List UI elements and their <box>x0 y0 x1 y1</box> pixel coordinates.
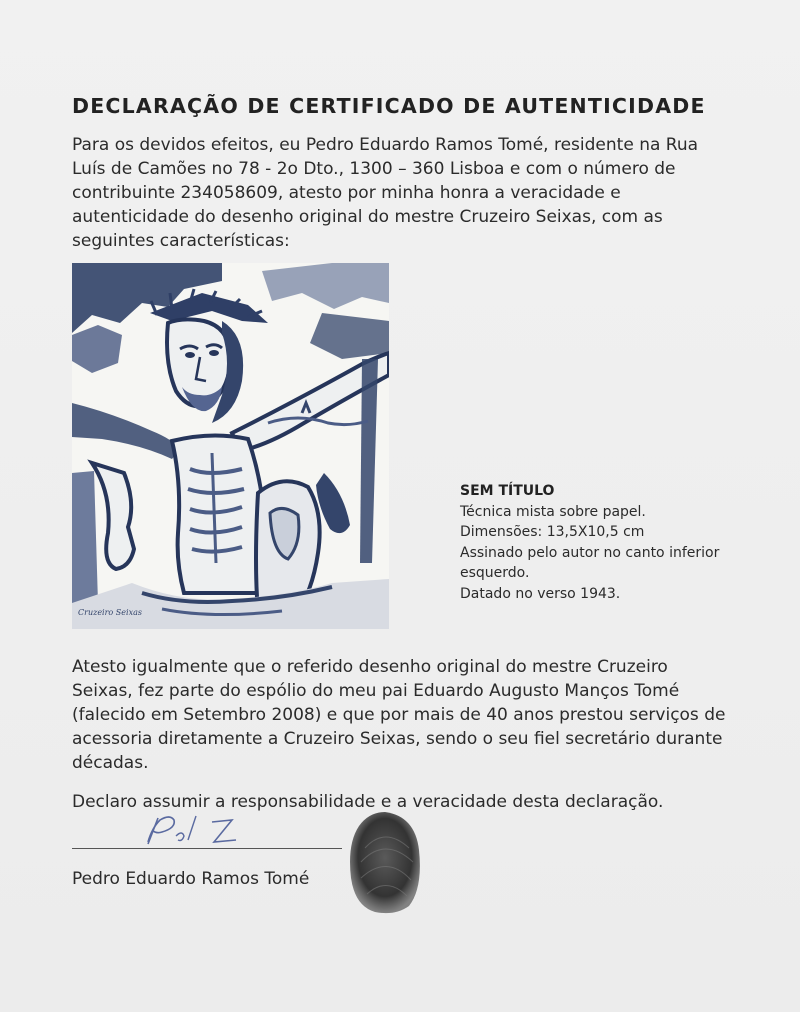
provenance-paragraph <box>72 655 752 775</box>
signature-line <box>72 848 342 849</box>
artwork-caption <box>460 481 760 604</box>
intro-line: Luís de Camões no 78 - 2o Dto., 1300 – 360 Lisboa e com o número de <box>72 159 676 179</box>
artwork-drawing <box>72 263 389 629</box>
handwritten-signature <box>72 812 352 857</box>
artist-signature: Cruzeiro Seixas <box>78 608 142 617</box>
provenance-line: Atesto igualmente que o referido desenho original do mestre Cruzeiro <box>72 657 668 677</box>
provenance-line: Seixas, fez parte do espólio do meu pai Eduardo Augusto Manços Tomé <box>72 681 680 701</box>
artwork-detail: Dimensões: 13,5X10,5 cm <box>460 524 645 540</box>
thumbprint-icon <box>345 808 425 916</box>
artwork-detail: Assinado pelo autor no canto inferior <box>460 544 720 561</box>
intro-line: contribuinte 234058609, atesto por minha honra a veracidade e <box>72 183 621 203</box>
intro-paragraph <box>72 133 740 253</box>
document-title: DECLARAÇÃO DE CERTIFICADO DE AUTENTICIDADE <box>72 94 706 118</box>
provenance-line: décadas. <box>72 753 149 773</box>
artwork-detail: Técnica mista sobre papel. <box>460 503 646 520</box>
closing-statement: Declaro assumir a responsabilidade e a veracidade desta declaração. <box>72 792 664 812</box>
signer-name: Pedro Eduardo Ramos Tomé <box>72 869 310 889</box>
intro-line: seguintes características: <box>72 231 290 251</box>
artwork-detail: esquerdo. <box>460 565 530 581</box>
artwork-title: SEM TÍTULO <box>460 483 555 499</box>
provenance-line: acessoria diretamente a Cruzeiro Seixas, sendo o seu fiel secretário durante <box>72 729 723 749</box>
signature-area <box>72 812 352 857</box>
intro-line: Para os devidos efeitos, eu Pedro Eduardo Ramos Tomé, residente na Rua <box>72 135 699 155</box>
artwork-detail: Datado no verso 1943. <box>460 585 621 602</box>
intro-line: autenticidade do desenho original do mestre Cruzeiro Seixas, com as <box>72 207 663 227</box>
provenance-line: (falecido em Setembro 2008) e que por mais de 40 anos prestou serviços de <box>72 705 726 725</box>
